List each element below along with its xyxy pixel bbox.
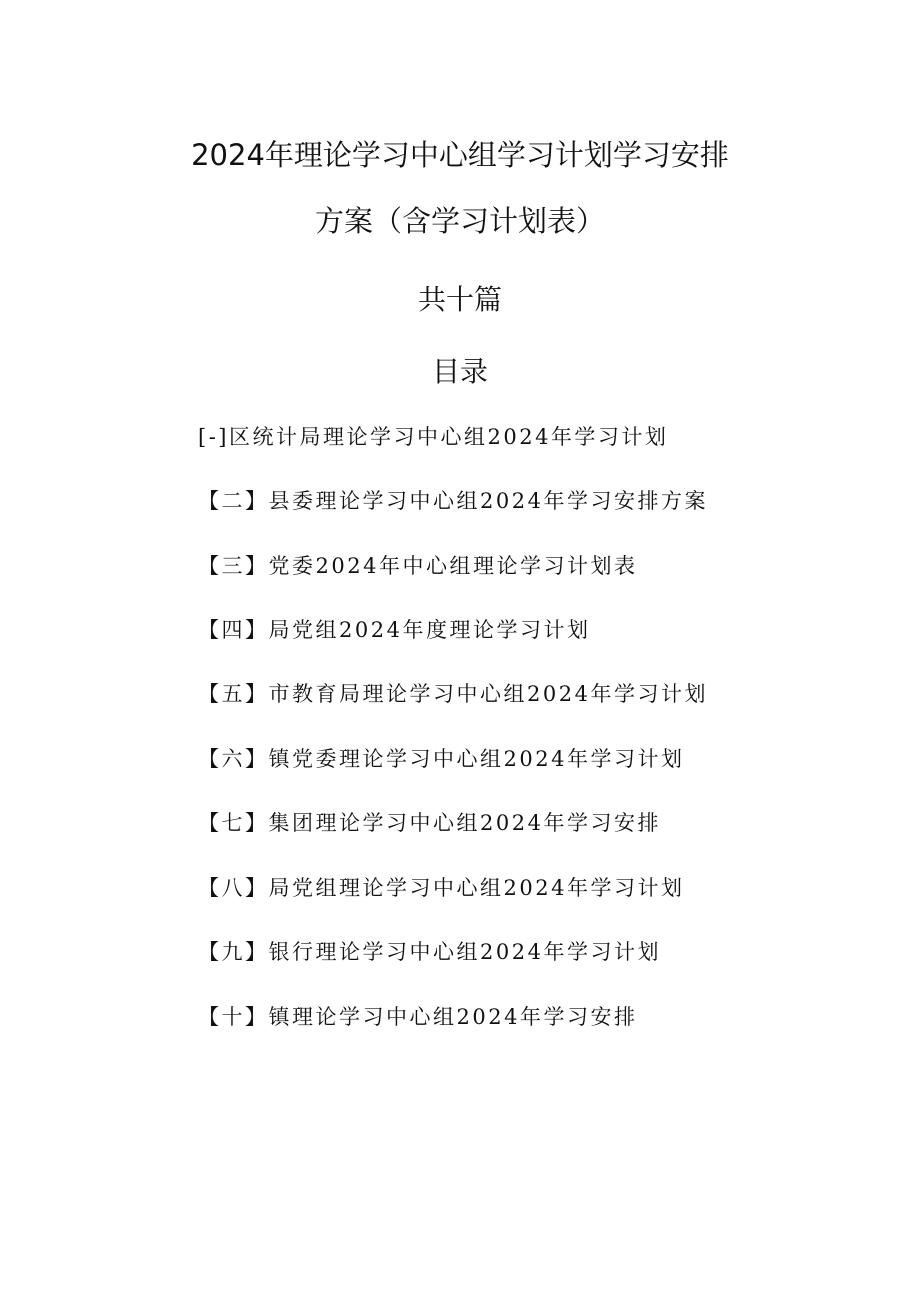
toc-item-number: 【十】 [198,1005,269,1029]
toc-item-title: 区统计局理论学习中心组2024年学习计划 [228,425,669,449]
toc-item-number: 【四】 [198,618,269,642]
toc-heading: 目录 [431,355,488,388]
toc-item-title: 镇党委理论学习中心组2024年学习计划 [268,747,685,771]
toc-item-number: 【七】 [198,811,269,835]
toc-item-title: 市教育局理论学习中心组2024年学习计划 [268,682,708,706]
toc-item [198,873,684,903]
toc-item [198,679,708,709]
toc-item-title: 镇理论学习中心组2024年学习安排 [268,1005,638,1029]
document-subtitle: 共十篇 [417,283,502,316]
toc-item-title: 局党组2024年度理论学习计划 [268,618,591,642]
toc-item-title: 集团理论学习中心组2024年学习安排 [268,811,661,835]
toc-item [198,422,668,452]
toc-item [198,937,661,967]
toc-item-number: 【九】 [198,940,269,964]
toc-item-title: 银行理论学习中心组2024年学习计划 [268,940,661,964]
toc-item-number: 【二】 [198,489,269,513]
toc-item-title: 县委理论学习中心组2024年学习安排方案 [268,489,708,513]
toc-item-title: 局党组理论学习中心组2024年学习计划 [268,876,685,900]
toc-item-number: 【五】 [198,682,269,706]
toc-item-number: 【六】 [198,747,269,771]
toc-item [198,551,637,581]
toc-item-number: 【三】 [198,554,269,578]
toc-item-number: [-] [198,425,229,449]
toc-item-number: 【八】 [198,876,269,900]
toc-item [198,744,684,774]
document-title-line-1: 2024年理论学习中心组学习计划学习安排 [191,138,729,172]
toc-item [198,808,661,838]
toc-item [198,615,590,645]
document-title-line-2: 方案（含学习计划表） [314,204,605,238]
toc-item [198,1002,637,1032]
toc-item [198,486,708,516]
toc-item-title: 党委2024年中心组理论学习计划表 [268,554,638,578]
